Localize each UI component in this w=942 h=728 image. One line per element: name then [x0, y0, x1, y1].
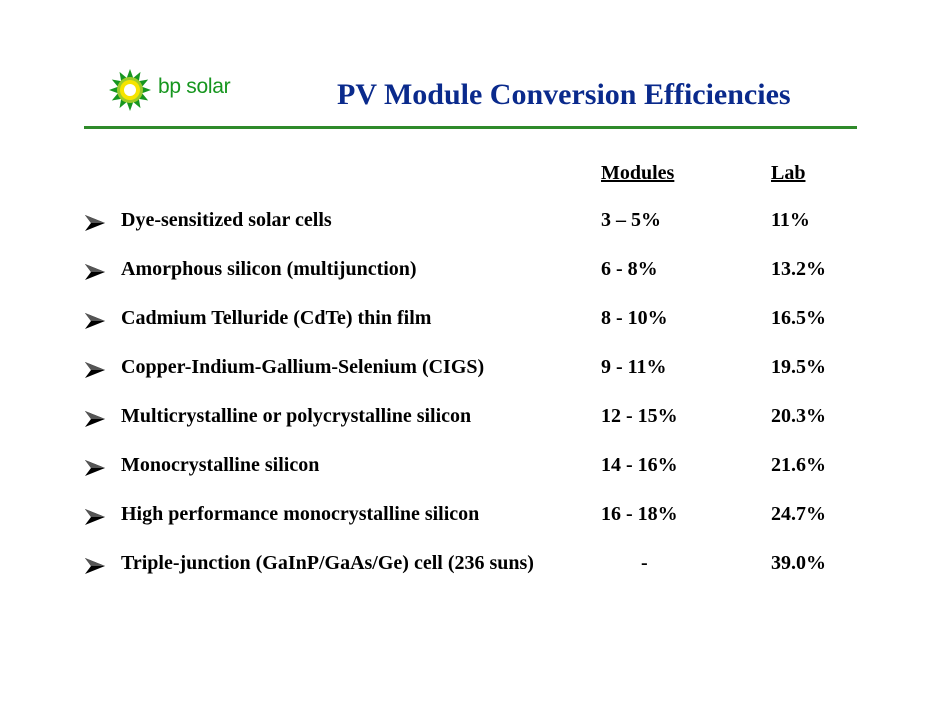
lab-efficiency: 19.5%	[771, 356, 826, 378]
arrow-bullet-icon	[84, 459, 106, 477]
bp-solar-logo	[108, 68, 238, 118]
lab-efficiency: 24.7%	[771, 503, 826, 525]
lab-efficiency: 13.2%	[771, 258, 826, 280]
list-item	[84, 307, 864, 337]
technology-label: Dye-sensitized solar cells	[121, 209, 332, 231]
list-item	[84, 454, 864, 484]
list-item	[84, 209, 864, 239]
lab-efficiency: 21.6%	[771, 454, 826, 476]
technology-label: Amorphous silicon (multijunction)	[121, 258, 417, 280]
column-header-modules: Modules	[601, 162, 675, 184]
logo-wordmark: bp solar	[158, 75, 231, 98]
technology-label: Multicrystalline or polycrystalline silicon	[121, 405, 472, 427]
module-efficiency: 3 – 5%	[601, 209, 661, 231]
technology-label: Monocrystalline silicon	[121, 454, 320, 476]
module-efficiency: 12 - 15%	[601, 405, 678, 427]
lab-efficiency: 16.5%	[771, 307, 826, 329]
list-item	[84, 258, 864, 288]
module-efficiency: 8 - 10%	[601, 307, 668, 329]
arrow-bullet-icon	[84, 557, 106, 575]
technology-label: Triple-junction (GaInP/GaAs/Ge) cell (236 suns)	[121, 552, 534, 574]
list-item	[84, 405, 864, 435]
module-efficiency: 6 - 8%	[601, 258, 658, 280]
arrow-bullet-icon	[84, 312, 106, 330]
module-efficiency: 14 - 16%	[601, 454, 678, 476]
list-item	[84, 552, 864, 582]
arrow-bullet-icon	[84, 361, 106, 379]
technology-label: Cadmium Telluride (CdTe) thin film	[121, 307, 432, 329]
list-item	[84, 356, 864, 386]
module-efficiency: -	[641, 552, 648, 574]
title-divider	[84, 126, 857, 129]
lab-efficiency: 11%	[771, 209, 810, 231]
lab-efficiency: 39.0%	[771, 552, 826, 574]
module-efficiency: 9 - 11%	[601, 356, 667, 378]
technology-label: Copper-Indium-Gallium-Selenium (CIGS)	[121, 356, 485, 378]
helios-sunflower-icon	[108, 68, 152, 112]
module-efficiency: 16 - 18%	[601, 503, 678, 525]
arrow-bullet-icon	[84, 508, 106, 526]
list-item	[84, 503, 864, 533]
technology-label: High performance monocrystalline silicon	[121, 503, 480, 525]
column-header-lab: Lab	[771, 162, 806, 184]
arrow-bullet-icon	[84, 263, 106, 281]
arrow-bullet-icon	[84, 214, 106, 232]
lab-efficiency: 20.3%	[771, 405, 826, 427]
arrow-bullet-icon	[84, 410, 106, 428]
page-title: PV Module Conversion Efficiencies	[337, 78, 791, 111]
